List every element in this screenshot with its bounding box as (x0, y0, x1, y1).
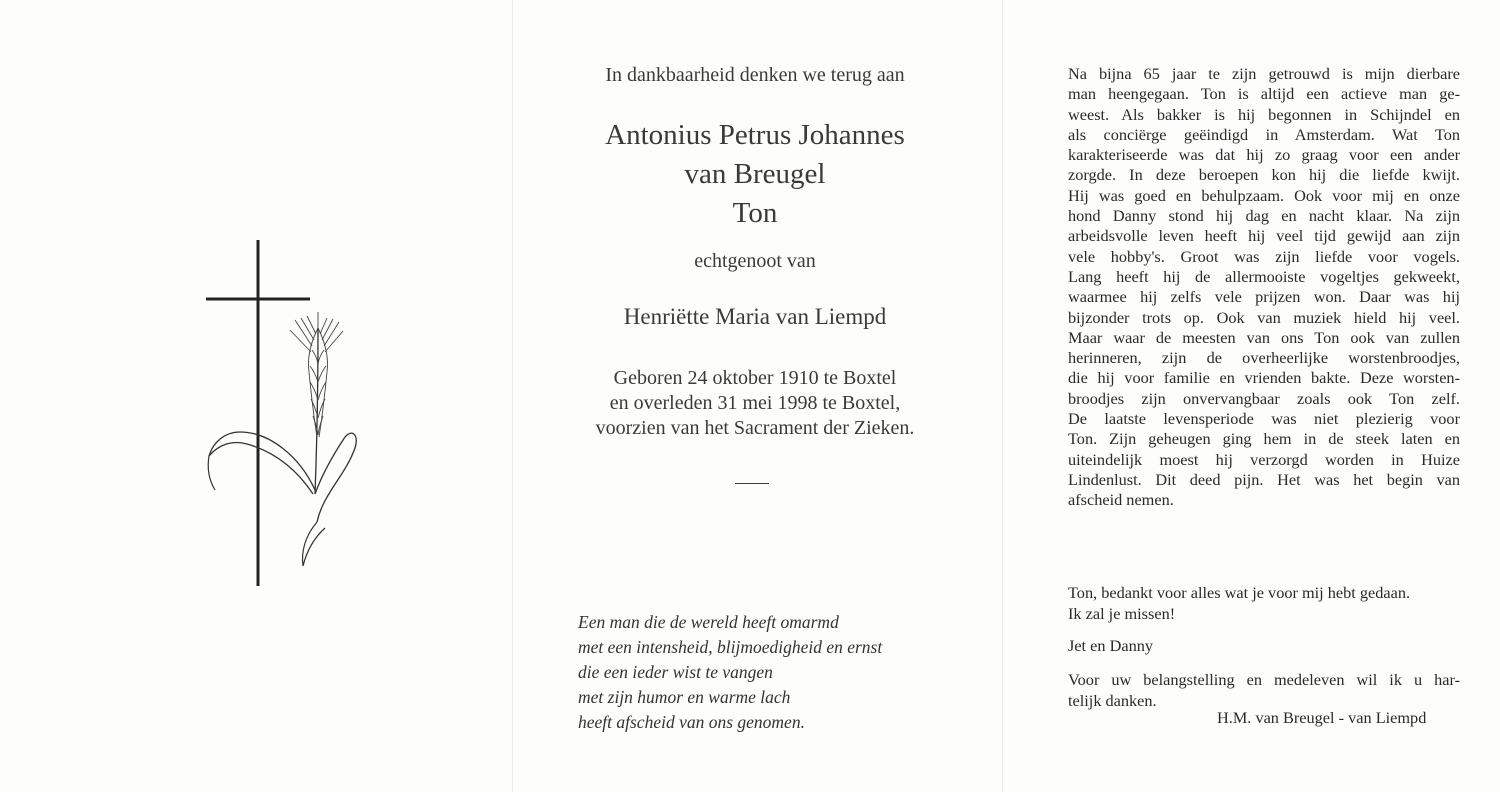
story-line: karakteriseerde was dat hij zo graag voor een ander (1068, 145, 1460, 165)
story-line: afscheid nemen. (1068, 490, 1174, 510)
poem-line: met een intensheid, blijmoedigheid en ernst (578, 637, 883, 657)
story-line: Hij was goed en behulpzaam. Ook voor mij en onze (1068, 185, 1460, 205)
story-line: arbeidsvolle leven heeft hij veel tijd gewijd aan zijn (1068, 226, 1460, 246)
story-line: uiteindelijk moest hij verzorgd worden in Huize (1068, 449, 1460, 469)
story-line: Ton. Zijn geheugen ging hem in de steek laten en (1068, 429, 1460, 449)
signature: H.M. van Breugel - van Liempd (1217, 708, 1427, 727)
poem-line: heeft afscheid van ons genomen. (578, 712, 805, 732)
poem-line: Een man die de wereld heeft omarmd (578, 612, 839, 632)
story-line: De laatste levensperiode was niet plezierig voor (1068, 409, 1460, 429)
life-story (1068, 64, 1460, 511)
story-line: weest. Als bakker is hij begonnen in Schijndel en (1068, 104, 1460, 124)
story-line: broodjes zijn onvervangbaar zoals ook Ton zelf. (1068, 388, 1460, 408)
story-line: Maar waar de meesten van ons Ton ook van zullen (1068, 327, 1460, 347)
intro-text: In dankbaarheid denken we terug aan (605, 64, 905, 86)
story-line: man heengegaan. Ton is altijd een actieve man ge- (1068, 84, 1460, 104)
thanks-line: Ton, bedankt voor alles wat je voor mij hebt gedaan. (1068, 583, 1411, 602)
story-line: Lindenlust. Dit deed pijn. Het was het begin van (1068, 469, 1460, 489)
poem (578, 610, 882, 735)
closing-line: Voor uw belangstelling en medeleven wil ik u har- (1068, 670, 1460, 689)
spouse-intro: echtgenoot van (694, 250, 816, 272)
name-line: Antonius Petrus Johannes (605, 119, 905, 151)
story-line: zorgde. In deze beroepen kon hij die liefde kwijt. (1068, 165, 1460, 185)
name-line: van Breugel (684, 158, 826, 190)
deceased-name (545, 116, 965, 233)
dates-line: en overleden 31 mei 1998 te Boxtel, (609, 392, 901, 414)
poem-line: die een ieder wist te vangen (578, 662, 773, 682)
thanks-line: Ik zal je missen! (1068, 603, 1176, 623)
story-line: die hij voor familie en vrienden bakte. Deze worsten- (1068, 368, 1460, 388)
poem-line: met zijn humor en warme lach (578, 687, 791, 707)
spouse-name: Henriëtte Maria van Liempd (623, 304, 887, 329)
story-line: herinneren, zijn de overheerlijke worstenbroodjes, (1068, 348, 1460, 368)
story-line: als conciërge geëindigd in Amsterdam. Wat Ton (1068, 124, 1460, 144)
dates-line: voorzien van het Sacrament der Zieken. (595, 417, 915, 439)
fold-line-left (512, 0, 513, 792)
cross-and-wheat-icon (195, 232, 375, 592)
thanks-message (1068, 583, 1460, 624)
divider-dash (735, 483, 769, 484)
story-line: Na bijna 65 jaar te zijn getrouwd is mijn dierbare (1068, 64, 1460, 83)
closing-message (1068, 669, 1460, 711)
story-line: vele hobby's. Groot was zijn liefde voor vogels. (1068, 246, 1460, 266)
life-dates (545, 366, 965, 441)
signoff: Jet en Danny (1068, 636, 1153, 655)
dates-line: Geboren 24 oktober 1910 te Boxtel (613, 367, 897, 389)
story-line: waarmee hij zelfs vele prijzen won. Daar was hij (1068, 287, 1460, 307)
fold-line-right (1002, 0, 1003, 792)
name-line: Ton (732, 197, 778, 229)
closing-line: telijk danken. (1068, 691, 1157, 710)
story-line: bijzonder trots op. Ook van muziek hield hij veel. (1068, 307, 1460, 327)
story-line: Lang heeft hij de allermooiste vogeltjes gekweekt, (1068, 266, 1460, 286)
story-line: hond Danny stond hij dag en nacht klaar. Na zijn (1068, 206, 1460, 226)
